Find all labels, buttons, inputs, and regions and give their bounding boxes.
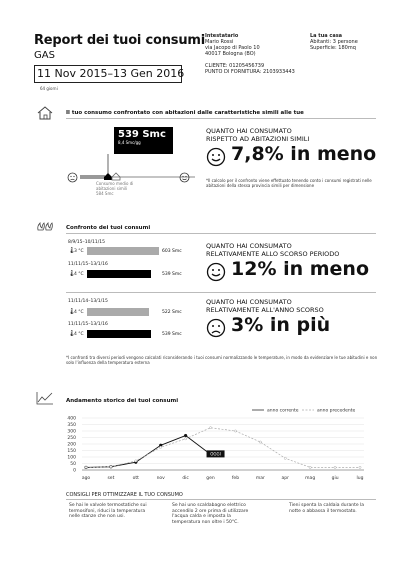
similar-note: *Il calcolo per il confronto viene effettuato tenendo conto i consumi registrati nelle abitazioni della stessa provincia simili per dimensione	[206, 178, 372, 188]
tip-boiler: Tieni spenta la caldaia durante la notte o abbassa il termostato.	[289, 503, 365, 514]
tips-title: CONSIGLI PER OTTIMIZZARE IL TUO CONSUMO	[66, 492, 183, 498]
y-tick-label: 200	[67, 442, 76, 448]
cliente-code: CLIENTE: 01205456739	[205, 63, 265, 69]
bar-previous-period	[87, 247, 159, 255]
period-compare-result: 12% in meno	[231, 258, 370, 280]
y-tick-label: 350	[67, 423, 76, 428]
happy-face-icon	[179, 172, 190, 183]
happy-face-icon	[206, 262, 226, 282]
x-tick-label: dic	[182, 476, 189, 481]
sad-face-icon	[206, 318, 226, 338]
y-tick-label: 150	[67, 449, 76, 454]
section2-note: *I confronti tra diversi periodi vengono calcolati riconsiderando i tuoi consumi normalizzando le temperature, in modo da evidenziare le tue abitudini e non solo l'influenza della temperatura esterna	[66, 355, 378, 365]
x-tick-label: ago	[81, 476, 91, 481]
period-compare-label	[206, 242, 339, 258]
year-compare-label	[206, 298, 324, 314]
series-line	[86, 436, 211, 468]
consumption-callout	[114, 127, 173, 154]
sad-face-icon	[67, 172, 78, 183]
series-line	[86, 428, 360, 468]
callout-value: 539 Smc	[118, 129, 166, 140]
series-point	[284, 457, 286, 459]
thermometer-icon: 🌡	[68, 308, 76, 315]
pdf-code: PUNTO DI FORNITURA: 2103933443	[205, 69, 295, 75]
series-point	[259, 441, 261, 443]
bar-value-label: 522 Smc	[162, 310, 182, 315]
temp-label: 4 °C	[74, 332, 84, 337]
series-point	[359, 466, 361, 468]
thermometer-icon: 🌡	[68, 247, 76, 254]
y-tick-label: 0	[73, 468, 76, 474]
year-compare-line1: QUANTO HAI CONSUMATO	[206, 298, 292, 306]
x-tick-label: nov	[156, 476, 165, 481]
my-home-icon	[104, 173, 112, 180]
x-tick-label: apr	[281, 476, 290, 481]
similar-label	[206, 127, 309, 143]
similar-result: 7,8% in meno	[231, 143, 377, 165]
scale-low-segment	[80, 175, 105, 179]
thermometer-icon: 🌡	[68, 270, 76, 277]
y-tick-label: 300	[67, 429, 76, 435]
bar-value-label: 603 Smc	[162, 249, 182, 254]
casa-block	[310, 33, 400, 51]
happy-face-icon	[206, 147, 226, 167]
y-tick-label: 50	[70, 462, 76, 467]
x-tick-label: mag	[305, 476, 316, 481]
series-point	[110, 466, 112, 468]
legend-label: anno corrente	[267, 408, 299, 414]
temp-label: 4 °C	[74, 272, 84, 277]
intestatario-label: Intestatario	[205, 33, 239, 39]
bar-current-period	[87, 270, 151, 278]
bar-previous-year	[87, 308, 149, 316]
series-point	[135, 460, 137, 462]
x-tick-label: ott	[132, 476, 139, 481]
series-point	[209, 427, 211, 429]
period-label: 11/11/15–13/1/16	[68, 262, 108, 267]
series-point	[85, 466, 87, 468]
x-tick-label: gen	[206, 476, 215, 481]
casa-label: La tua casa	[310, 33, 343, 39]
section1-title: Il tuo consumo confrontato con abitazioni dalle caratteristiche simili alle tue	[66, 110, 304, 116]
section2-divider	[66, 233, 376, 234]
trend-chart-icon	[36, 391, 54, 405]
series-point	[334, 466, 336, 468]
date-range: 11 Nov 2015–13 Gen 2016	[34, 65, 182, 83]
period-compare-line1: QUANTO HAI CONSUMATO	[206, 242, 292, 250]
series-point	[185, 438, 187, 440]
series-point	[160, 446, 162, 448]
house-icon	[37, 106, 53, 120]
y-tick-label: 100	[67, 455, 76, 461]
year-compare-line2: RELATIVAMENTE ALL'ANNO SCORSO	[206, 306, 324, 314]
similar-label-line2: RISPETTO AD ABITAZIONI SIMILI	[206, 135, 310, 143]
chart-title: Andamento storico dei tuoi consumi	[66, 398, 179, 404]
intestatario-block	[205, 33, 300, 75]
gas-flame-icon	[36, 221, 54, 231]
casa-line: Abitanti: 3 persone	[310, 39, 358, 45]
tips-divider	[66, 499, 376, 500]
year-compare-result: 3% in più	[231, 314, 331, 336]
legend-label: anno precedente	[317, 408, 356, 414]
history-line-chart	[60, 404, 380, 484]
temp-label: 4 °C	[74, 310, 84, 315]
period-label: 11/11/14–13/1/15	[68, 299, 108, 304]
casa-line: Superficie: 180mq	[310, 45, 356, 51]
avg-value: 584 Smc	[96, 191, 114, 196]
x-tick-label: lug	[356, 476, 364, 481]
today-label: OGGI	[210, 451, 221, 457]
period-label: 8/9/15–10/11/15	[68, 240, 105, 245]
y-tick-label: 400	[67, 416, 76, 422]
tip-valves: Se hai le valvole termostatiche sui termosifoni, riduci la temperatura nelle stanze che non usi.	[69, 503, 147, 519]
period-compare-line2: RELATIVAMENTE ALLO SCORSO PERIODO	[206, 250, 340, 258]
thermometer-icon: 🌡	[68, 330, 76, 337]
x-tick-label: mar	[255, 476, 265, 481]
y-tick-label: 250	[67, 436, 76, 441]
days-count: 64 giorni	[40, 86, 58, 91]
tip-water-heater: Se hai uno scaldabagno elettrico accendilo 2 ore prima di utilizzare l'acqua calda e imposta la temperatura non oltre i 50°C.	[172, 503, 249, 525]
temp-label: 3 °C	[74, 249, 84, 254]
series-point	[184, 434, 187, 437]
bar-value-label: 539 Smc	[162, 332, 182, 337]
similar-homes-scale	[80, 154, 195, 184]
avg-label: Consumo medio di abitazioni simili	[96, 181, 134, 191]
report-subtitle: GAS	[34, 50, 55, 61]
series-point	[234, 430, 236, 432]
intestatario-line: 40017 Bologna (BO)	[205, 51, 256, 57]
intestatario-line: via Jacopo di Paolo 10	[205, 45, 260, 51]
callout-sub: 8,4 Smc/gg	[118, 140, 141, 145]
series-point	[309, 466, 311, 468]
bar-value-label: 539 Smc	[162, 272, 182, 277]
similar-label-line1: QUANTO HAI CONSUMATO	[206, 127, 292, 135]
report-title: Report dei tuoi consumi	[34, 33, 205, 48]
avg-label-block	[96, 181, 151, 196]
section2-title: Confronto dei tuoi consumi	[66, 225, 151, 231]
period-label: 11/11/15–13/1/16	[68, 322, 108, 327]
x-tick-label: giu	[331, 476, 339, 481]
x-tick-label: feb	[231, 476, 240, 481]
section1-divider	[66, 118, 376, 119]
x-tick-label: set	[107, 476, 115, 481]
intestatario-line: Mario Rossi	[205, 39, 234, 45]
bar-current-year	[87, 330, 151, 338]
section2-inner-divider	[66, 292, 376, 293]
